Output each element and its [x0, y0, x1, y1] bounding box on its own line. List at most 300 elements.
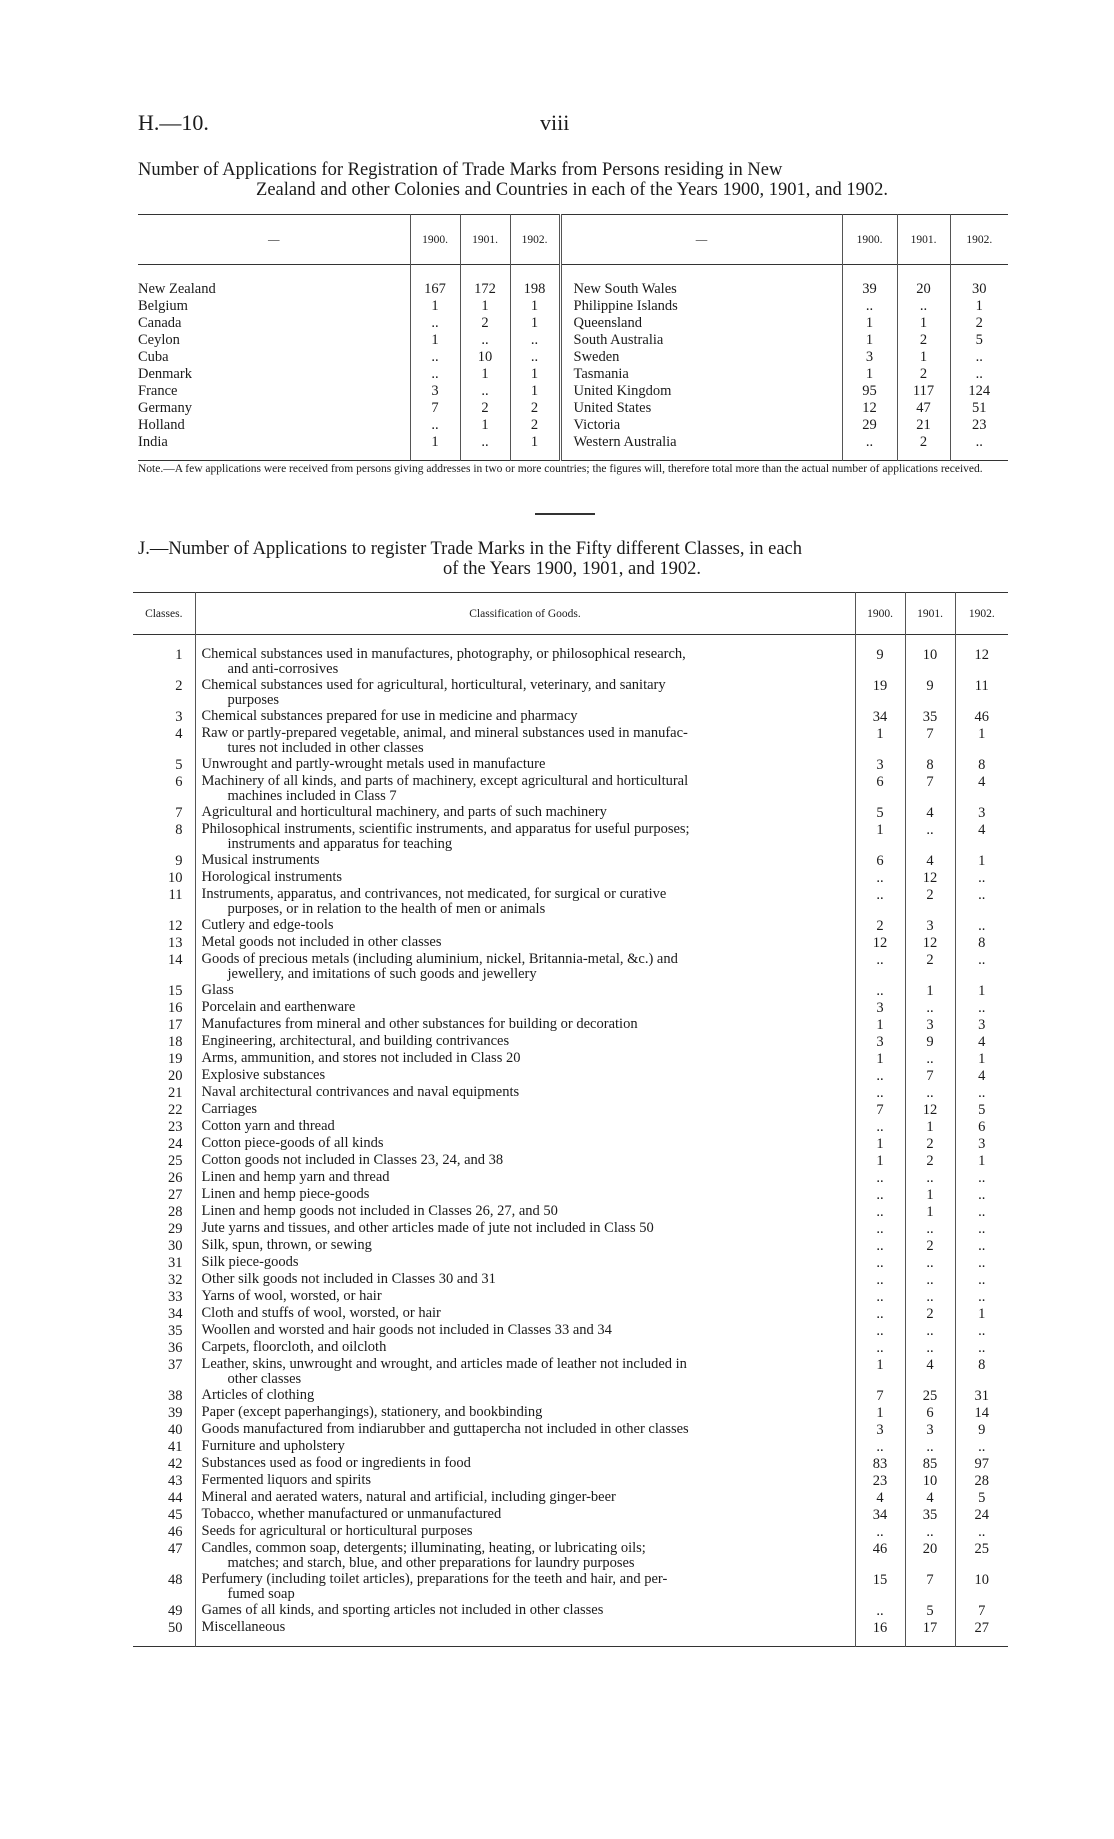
table-i-value: .. — [410, 417, 460, 434]
table-i-value: 1 — [510, 366, 560, 383]
table-j-value: 3 — [905, 1017, 955, 1034]
table-i-value: 1 — [510, 298, 560, 315]
table-i-row — [138, 366, 1008, 383]
table-j-class-number: 33 — [168, 1288, 183, 1305]
table-i-country: Cuba — [138, 348, 169, 365]
table-j-value: 1 — [905, 1204, 955, 1221]
table-i-value: 1 — [410, 434, 460, 451]
table-j-description-line1: Linen and hemp piece-goods — [201, 1185, 370, 1202]
table-j-class-description — [195, 1153, 855, 1170]
table-j-value: 4 — [905, 805, 955, 822]
table-j-class-number: 38 — [168, 1387, 183, 1404]
table-j-value: 7 — [855, 1388, 905, 1405]
table-j-class-description — [195, 1102, 855, 1119]
table-j-description-line1: Instruments, apparatus, and contrivances, not medicated, for surgical or curative — [201, 885, 667, 902]
table-j-class-description — [195, 1221, 855, 1238]
table-j-value: .. — [855, 1603, 905, 1620]
table-j-class-number: 26 — [168, 1169, 183, 1186]
table-j-value: .. — [955, 1524, 1008, 1541]
table-i-country: United Kingdom — [560, 383, 842, 400]
table-i-value: .. — [410, 349, 460, 366]
table-j-row — [133, 1306, 1008, 1323]
table-j-value: 2 — [905, 887, 955, 918]
table-j-class-number: 9 — [175, 852, 183, 869]
table-j-row — [133, 1620, 1008, 1637]
table-j-description-line1: Cotton piece-goods of all kinds — [201, 1134, 384, 1151]
table-i-year-1902-right: 1902. — [950, 215, 1008, 265]
table-i-value: 39 — [842, 281, 897, 298]
table-j-class-description — [195, 1136, 855, 1153]
table-i-value: 3 — [842, 349, 897, 366]
table-j-value: 8 — [955, 757, 1008, 774]
table-j-class-number: 36 — [168, 1339, 183, 1356]
table-j-class-number: 40 — [168, 1421, 183, 1438]
table-j-row — [133, 1603, 1008, 1620]
table-i-row — [138, 383, 1008, 400]
table-i-country: France — [138, 382, 178, 399]
table-j-class-description — [195, 1524, 855, 1541]
table-i-value: .. — [410, 366, 460, 383]
table-j-description-line1: Mineral and aerated waters, natural and artificial, including ginger-beer — [201, 1488, 616, 1505]
table-j-value: 34 — [855, 1507, 905, 1524]
table-j-description-line1: Metal goods not included in other classes — [201, 933, 442, 950]
table-j-row — [133, 1388, 1008, 1405]
table-i-dash-right: — — [560, 215, 842, 265]
table-j-value: 4 — [855, 1490, 905, 1507]
table-i-value: 1 — [460, 417, 510, 434]
table-j-value: .. — [855, 1323, 905, 1340]
table-j-description-line1: Silk, spun, thrown, or sewing — [201, 1236, 372, 1253]
table-j-value: .. — [955, 1255, 1008, 1272]
table-j-class-number: 35 — [168, 1322, 183, 1339]
table-j-value: .. — [855, 1170, 905, 1187]
table-j-row — [133, 822, 1008, 853]
table-j-value: 1 — [955, 1051, 1008, 1068]
table-j-value: .. — [905, 1051, 955, 1068]
table-j-value: 2 — [905, 1136, 955, 1153]
table-i-country: South Australia — [560, 332, 842, 349]
table-j-description-line1: Candles, common soap, detergents; illuminating, heating, or lubricating oils; — [201, 1539, 646, 1556]
table-j-value: 23 — [855, 1473, 905, 1490]
table-j-row — [133, 1405, 1008, 1422]
table-j-description-line1: Articles of clothing — [201, 1386, 315, 1403]
table-i-country: Ceylon — [138, 331, 180, 348]
table-j-value: .. — [905, 1289, 955, 1306]
table-j-head-goods: Classification of Goods. — [195, 593, 855, 635]
table-j-description-line1: Fermented liquors and spirits — [201, 1471, 372, 1488]
table-j-value: 1 — [955, 853, 1008, 870]
table-j-class-number: 1 — [175, 646, 183, 663]
table-j-row — [133, 647, 1008, 678]
table-j-class-number: 4 — [175, 725, 183, 742]
table-j-description-line1: Musical instruments — [201, 851, 320, 868]
table-j-value: .. — [855, 1068, 905, 1085]
table-i-country: Holland — [138, 416, 185, 433]
table-j-class-description — [195, 1388, 855, 1405]
table-j-year-1900: 1900. — [855, 593, 905, 635]
table-j-class-description — [195, 853, 855, 870]
table-j-class-number: 13 — [168, 934, 183, 951]
table-j-row — [133, 1289, 1008, 1306]
table-j-description-line2: purposes — [227, 691, 280, 708]
table-j-class-number: 30 — [168, 1237, 183, 1254]
table-j-year-1901: 1901. — [905, 593, 955, 635]
table-i-value: 23 — [950, 417, 1008, 434]
table-j-value: .. — [955, 1238, 1008, 1255]
table-j-row — [133, 709, 1008, 726]
table-j-description-line1: Chemical substances used for agricultural, horticultural, veterinary, and sanitary — [201, 676, 666, 693]
table-j-class-number: 46 — [168, 1523, 183, 1540]
table-j-value: 27 — [955, 1620, 1008, 1637]
table-i-title — [138, 160, 1006, 200]
table-j-description-line2: other classes — [227, 1370, 302, 1387]
table-i-title-line1: Number of Applications for Registration of Trade Marks from Persons residing in New — [138, 160, 783, 180]
table-j — [133, 592, 1008, 1647]
table-j-class-number: 7 — [175, 804, 183, 821]
table-i-country: Belgium — [138, 297, 188, 314]
table-j-value: 10 — [905, 647, 955, 678]
table-j-row — [133, 1490, 1008, 1507]
table-j-class-number: 21 — [168, 1084, 183, 1101]
table-j-row — [133, 1085, 1008, 1102]
table-j-value: 1 — [855, 1153, 905, 1170]
table-i-country: Queensland — [560, 315, 842, 332]
table-i-value: 1 — [510, 434, 560, 451]
table-j-value: 7 — [905, 774, 955, 805]
table-j-class-description — [195, 1306, 855, 1323]
table-j-class-description — [195, 983, 855, 1000]
table-i-year-1901-right: 1901. — [897, 215, 950, 265]
table-j-value: 83 — [855, 1456, 905, 1473]
table-j-value: 28 — [955, 1473, 1008, 1490]
table-j-value: .. — [955, 1170, 1008, 1187]
table-j-description-line1: Linen and hemp goods not included in Classes 26, 27, and 50 — [201, 1202, 558, 1219]
table-j-class-description — [195, 1572, 855, 1603]
table-j-value: 3 — [855, 1000, 905, 1017]
table-j-description-line2: tures not included in other classes — [227, 739, 424, 756]
table-j-class-number: 20 — [168, 1067, 183, 1084]
table-j-value: 46 — [855, 1541, 905, 1572]
table-j-value: .. — [855, 1255, 905, 1272]
table-i-value: 7 — [410, 400, 460, 417]
table-j-value: .. — [955, 1221, 1008, 1238]
table-j-row — [133, 853, 1008, 870]
table-j-row — [133, 1541, 1008, 1572]
table-j-class-description — [195, 1068, 855, 1085]
table-j-value: 12 — [905, 870, 955, 887]
table-j-class-number: 39 — [168, 1404, 183, 1421]
table-j-value: 6 — [855, 774, 905, 805]
table-j-value: .. — [855, 887, 905, 918]
table-i-value: .. — [410, 315, 460, 332]
table-j-value: .. — [855, 1289, 905, 1306]
table-j-row — [133, 1153, 1008, 1170]
table-j-value: 9 — [855, 647, 905, 678]
table-j-class-number: 19 — [168, 1050, 183, 1067]
table-i-value: 3 — [410, 383, 460, 400]
table-j-class-number: 23 — [168, 1118, 183, 1135]
table-j-value: 2 — [905, 1306, 955, 1323]
table-i-value: 1 — [510, 315, 560, 332]
table-j-description-line1: Tobacco, whether manufactured or unmanufactured — [201, 1505, 502, 1522]
table-j-value: 3 — [855, 757, 905, 774]
table-i-country: United States — [560, 400, 842, 417]
table-j-value: 24 — [955, 1507, 1008, 1524]
table-j-row — [133, 1357, 1008, 1388]
table-j-class-number: 17 — [168, 1016, 183, 1033]
table-j-description-line1: Cotton yarn and thread — [201, 1117, 335, 1134]
table-j-year-1902: 1902. — [955, 593, 1008, 635]
table-j-value: 1 — [855, 1357, 905, 1388]
table-i-value: 117 — [897, 383, 950, 400]
table-j-class-description — [195, 887, 855, 918]
table-j-row — [133, 1272, 1008, 1289]
table-j-description-line1: Cloth and stuffs of wool, worsted, or hair — [201, 1304, 441, 1321]
table-j-value: 6 — [855, 853, 905, 870]
table-j-row — [133, 870, 1008, 887]
table-j-description-line1: Manufactures from mineral and other substances for building or decoration — [201, 1015, 638, 1032]
table-j-value: 4 — [955, 1068, 1008, 1085]
table-j-class-number: 29 — [168, 1220, 183, 1237]
table-i-value: 95 — [842, 383, 897, 400]
table-j-value: .. — [905, 1272, 955, 1289]
table-j-row — [133, 1439, 1008, 1456]
table-j-class-description — [195, 1620, 855, 1637]
table-j-class-number: 8 — [175, 821, 183, 838]
table-j-value: 4 — [905, 1357, 955, 1388]
table-j-class-number: 6 — [175, 773, 183, 790]
table-j-value: 25 — [905, 1388, 955, 1405]
table-j-value: .. — [955, 870, 1008, 887]
table-j-class-number: 45 — [168, 1506, 183, 1523]
table-j-class-number: 48 — [168, 1571, 183, 1588]
table-j-class-number: 22 — [168, 1101, 183, 1118]
table-j-class-description — [195, 1422, 855, 1439]
table-j-value: 19 — [855, 678, 905, 709]
table-j-value: .. — [855, 1204, 905, 1221]
table-i-value: .. — [950, 434, 1008, 451]
table-j-class-number: 34 — [168, 1305, 183, 1322]
table-j-class-description — [195, 1017, 855, 1034]
table-i-value: .. — [897, 298, 950, 315]
table-j-description-line2: machines included in Class 7 — [227, 787, 397, 804]
table-j-description-line1: Perfumery (including toilet articles), preparations for the teeth and hair, and per- — [201, 1570, 668, 1587]
table-j-class-description — [195, 1490, 855, 1507]
table-j-value: 1 — [955, 983, 1008, 1000]
table-j-class-number: 10 — [168, 869, 183, 886]
table-j-class-number: 5 — [175, 756, 183, 773]
table-i-value: 198 — [510, 281, 560, 298]
table-j-description-line2: matches; and starch, blue, and other preparations for laundry purposes — [227, 1554, 635, 1571]
table-i — [138, 214, 1008, 461]
table-j-description-line1: Naval architectural contrivances and naval equipments — [201, 1083, 520, 1100]
section-separator — [535, 513, 595, 515]
table-j-value: 8 — [955, 1357, 1008, 1388]
table-i-dash-left: — — [268, 233, 280, 246]
table-i-value: 2 — [950, 315, 1008, 332]
table-j-description-line1: Seeds for agricultural or horticultural purposes — [201, 1522, 473, 1539]
table-j-row — [133, 805, 1008, 822]
table-j-description-line1: Substances used as food or ingredients in food — [201, 1454, 471, 1471]
table-j-value: .. — [955, 918, 1008, 935]
table-i-value: 1 — [460, 298, 510, 315]
table-j-class-number: 50 — [168, 1619, 183, 1636]
table-j-value: 4 — [905, 1490, 955, 1507]
table-i-value: 2 — [897, 434, 950, 451]
table-i-value: 2 — [897, 332, 950, 349]
table-j-description-line1: Woollen and worsted and hair goods not included in Classes 33 and 34 — [201, 1321, 612, 1338]
table-j-row — [133, 1238, 1008, 1255]
table-j-value: .. — [855, 1119, 905, 1136]
table-j-value: .. — [955, 1000, 1008, 1017]
table-j-class-number: 28 — [168, 1203, 183, 1220]
table-j-value: 2 — [905, 952, 955, 983]
table-j-class-description — [195, 1051, 855, 1068]
table-j-value: 7 — [905, 726, 955, 757]
table-j-value: 12 — [955, 647, 1008, 678]
table-j-description-line1: Engineering, architectural, and building contrivances — [201, 1032, 510, 1049]
table-j-description-line1: Agricultural and horticultural machinery, and parts of such machinery — [201, 803, 607, 820]
table-j-row — [133, 1136, 1008, 1153]
table-j-value: .. — [955, 1289, 1008, 1306]
table-j-value: .. — [955, 1187, 1008, 1204]
table-j-value: 2 — [905, 1153, 955, 1170]
table-i-country: Tasmania — [560, 366, 842, 383]
table-j-value: .. — [855, 1524, 905, 1541]
table-j-value: 97 — [955, 1456, 1008, 1473]
table-j-class-description — [195, 647, 855, 678]
table-j-description-line2: jewellery, and imitations of such goods and jewellery — [227, 965, 537, 982]
table-j-class-number: 16 — [168, 999, 183, 1016]
table-j-description-line1: Goods of precious metals (including aluminium, nickel, Britannia-metal, &c.) and — [201, 950, 678, 967]
table-i-row — [138, 315, 1008, 332]
table-j-class-number: 11 — [168, 886, 183, 903]
table-j-row — [133, 1170, 1008, 1187]
table-j-value: 2 — [855, 918, 905, 935]
page-number: viii — [540, 110, 570, 135]
table-j-value: 12 — [905, 935, 955, 952]
table-j-value: .. — [855, 1340, 905, 1357]
table-j-row — [133, 1507, 1008, 1524]
table-j-description-line1: Goods manufactured from indiarubber and guttapercha not included in other classes — [201, 1420, 689, 1437]
table-i-country: Denmark — [138, 365, 192, 382]
table-i-value: 20 — [897, 281, 950, 298]
table-j-value: 3 — [955, 1017, 1008, 1034]
table-j-class-number: 24 — [168, 1135, 183, 1152]
table-j-class-description — [195, 952, 855, 983]
table-j-row — [133, 1456, 1008, 1473]
table-j-value: .. — [905, 822, 955, 853]
table-j-value: .. — [955, 1439, 1008, 1456]
table-j-value: 1 — [855, 1405, 905, 1422]
table-j-class-number: 42 — [168, 1455, 183, 1472]
table-i-year-1900: 1900. — [410, 215, 460, 265]
table-j-description-line1: Porcelain and earthenware — [201, 998, 356, 1015]
table-j-value: 46 — [955, 709, 1008, 726]
table-i-value: 2 — [460, 400, 510, 417]
table-j-value: 1 — [905, 1187, 955, 1204]
table-j-description-line2: purposes, or in relation to the health of men or animals — [227, 900, 546, 917]
table-j-value: .. — [855, 1306, 905, 1323]
table-j-value: 7 — [905, 1068, 955, 1085]
table-j-class-description — [195, 1473, 855, 1490]
table-j-description-line1: Games of all kinds, and sporting articles not included in other classes — [201, 1601, 604, 1618]
table-j-value: 6 — [955, 1119, 1008, 1136]
table-j-value: 3 — [955, 1136, 1008, 1153]
table-j-value: 8 — [905, 757, 955, 774]
table-i-country: Canada — [138, 314, 182, 331]
table-j-value: 20 — [905, 1541, 955, 1572]
table-j-class-description — [195, 1000, 855, 1017]
table-j-value: .. — [905, 1439, 955, 1456]
table-i-row — [138, 434, 1008, 451]
table-j-description-line1: Leather, skins, unwrought and wrought, and articles made of leather not included in — [201, 1355, 687, 1372]
table-i-value: .. — [510, 349, 560, 366]
table-j-class-description — [195, 1170, 855, 1187]
table-j-class-description — [195, 918, 855, 935]
table-j-value: .. — [905, 1221, 955, 1238]
table-j-class-description — [195, 1119, 855, 1136]
table-j-class-description — [195, 1323, 855, 1340]
table-j-value: .. — [855, 1221, 905, 1238]
table-j-value: 11 — [955, 678, 1008, 709]
table-j-value: 12 — [855, 935, 905, 952]
table-j-row — [133, 1187, 1008, 1204]
table-j-value: 10 — [905, 1473, 955, 1490]
table-i-country: New South Wales — [560, 281, 842, 298]
table-j-description-line1: Miscellaneous — [201, 1618, 286, 1635]
table-j-value: .. — [855, 983, 905, 1000]
table-i-value: 21 — [897, 417, 950, 434]
table-j-value: 1 — [955, 726, 1008, 757]
table-j-class-number: 47 — [168, 1540, 183, 1557]
table-j-row — [133, 1000, 1008, 1017]
table-j-value: 14 — [955, 1405, 1008, 1422]
table-j-class-description — [195, 1439, 855, 1456]
table-j-class-description — [195, 805, 855, 822]
table-j-value: 34 — [855, 709, 905, 726]
table-j-class-description — [195, 774, 855, 805]
table-j-value: 1 — [855, 1017, 905, 1034]
table-i-value: 29 — [842, 417, 897, 434]
table-j-value: .. — [905, 1340, 955, 1357]
table-j-row — [133, 1051, 1008, 1068]
table-j-value: .. — [905, 1323, 955, 1340]
table-j-value: 3 — [855, 1034, 905, 1051]
table-i-row — [138, 349, 1008, 366]
table-j-description-line1: Horological instruments — [201, 868, 343, 885]
table-j-value: 7 — [905, 1572, 955, 1603]
table-i-year-1900-right: 1900. — [842, 215, 897, 265]
table-j-class-description — [195, 1204, 855, 1221]
table-j-row — [133, 1221, 1008, 1238]
table-j-value: 1 — [905, 1119, 955, 1136]
table-i-value: 1 — [897, 349, 950, 366]
table-i-country: Sweden — [560, 349, 842, 366]
table-i-value: .. — [460, 332, 510, 349]
table-j-row — [133, 1068, 1008, 1085]
table-j-value: 1 — [955, 1306, 1008, 1323]
table-j-class-number: 3 — [175, 708, 183, 725]
table-j-row — [133, 935, 1008, 952]
table-j-class-number: 27 — [168, 1186, 183, 1203]
table-i-value: .. — [950, 366, 1008, 383]
table-i-year-1901: 1901. — [460, 215, 510, 265]
table-j-description-line1: Unwrought and partly-wrought metals used in manufacture — [201, 755, 546, 772]
table-j-row — [133, 1340, 1008, 1357]
table-j-description-line1: Arms, ammunition, and stores not included in Class 20 — [201, 1049, 521, 1066]
table-j-row — [133, 918, 1008, 935]
